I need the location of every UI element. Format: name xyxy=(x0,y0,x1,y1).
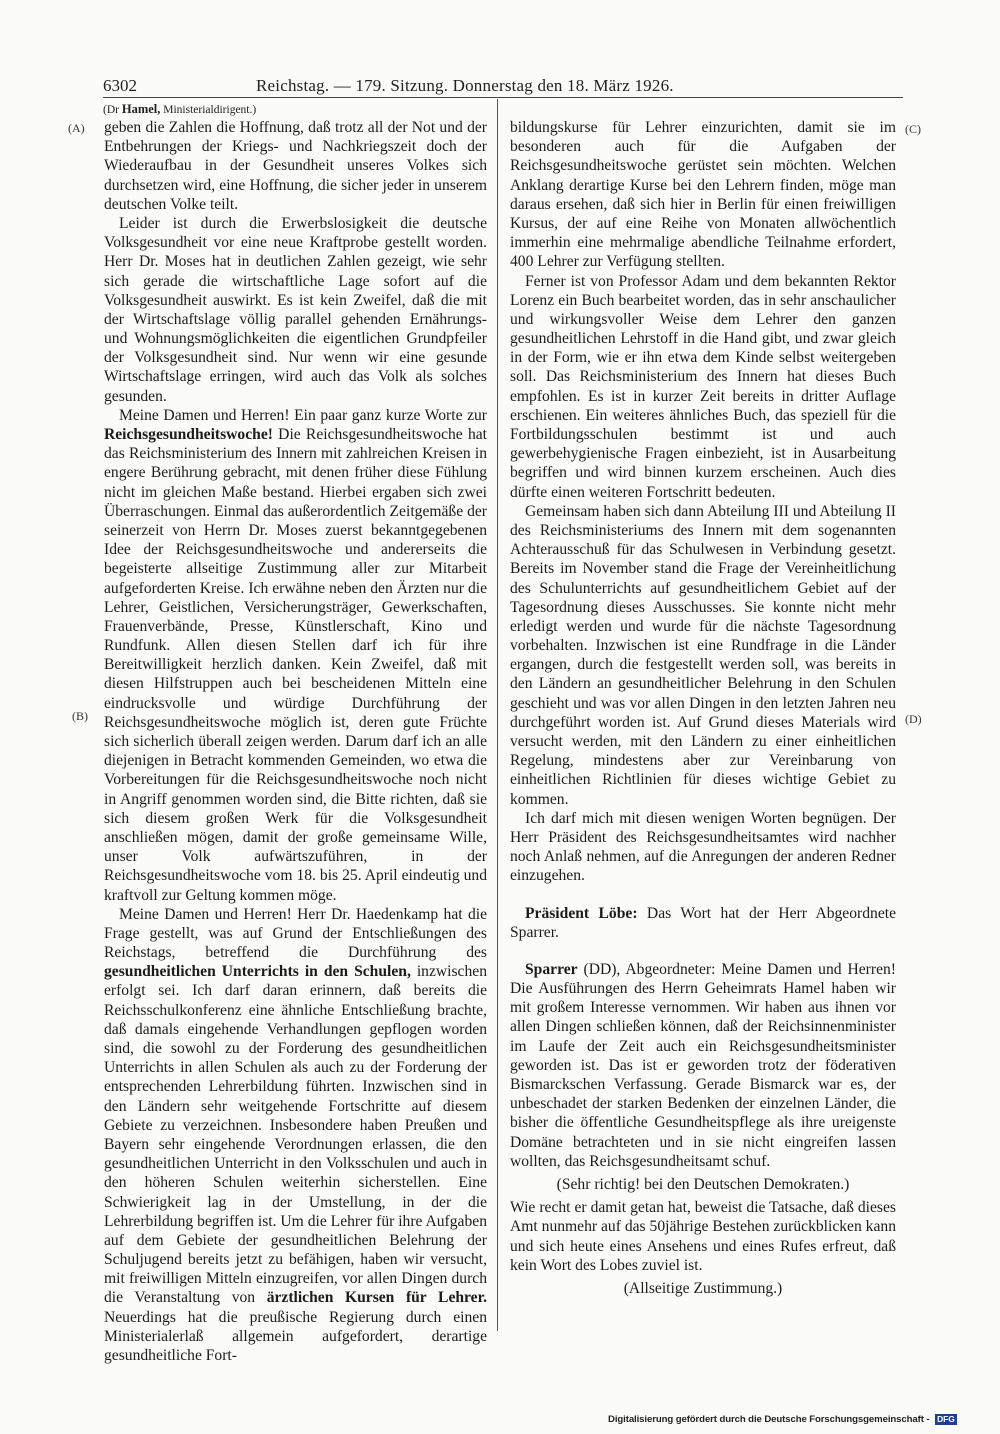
emphasis-gesundheitlicher-unterricht: gesundheitlichen Unterrichts in den Schulen, xyxy=(104,963,411,981)
speaker-party: (DD), Abgeordneter: xyxy=(577,960,716,978)
speaker-name: Hamel, xyxy=(121,102,161,116)
paragraph: Gemeinsam haben sich dann Abteilung III und Abteilung II des Reichsministeriums des Innern mit dem sogenannten Achterausschuß für das Schulwesen in Verbindung gesetzt. Bereits im November stand die Frage der Vereinheitlichung des Schulunterrichts auf gesundheitlichem Gebiet auf der Tagesordnung dieses Ausschusses. Sie konnte nicht mehr erledigt werden und wurde für die nächste Tagesordnung vorbehalten. Inzwischen ist eine Rundfrage in die Länder ergangen, durch die festgestellt werden soll, was bereits in den Ländern an gesundheitlicher Belehrung in den Schulen geschieht und was vor allen Dingen in den letzten Jahren neu durchgeführt worden ist. Auf Grund dieses Materials wird versucht werden, mit den Ländern zu einer einheitlichen Regelung, mindestens aber zur Vereinbarung von einheitlichen Richtlinien für dieses wichtige Gebiet zu kommen. xyxy=(510,502,896,808)
speaker-praesident-loebe: Präsident Löbe: xyxy=(525,904,638,922)
paragraph: Ferner ist von Professor Adam und dem bekannten Rektor Lorenz ein Buch bearbeitet worden, das in sehr anschaulicher und wirkungsvoller Weise dem Lehrer den ganzen gesundheitlichen Lehrstoff in die Hand gibt, und zwar gleich in der Form, wie er ihn etwa dem Kinde selbst weitergeben soll. Das Reichsministerium des Innern hat dieses Buch empfohlen. Es ist in kurzer Zeit bereits in dritter Auflage erschienen. Ein weiteres ähnliches Buch, das speziell für die Fortbildungsschulen bestimmt ist und auch gewerbehygienische Fragen einbezieht, ist in Ausarbeitung begriffen und wird binnen kurzem erscheinen. Auch dies dürfte einen weiteren Fortschritt bedeuten. xyxy=(510,272,896,501)
text-run: Meine Damen und Herren! Herr Dr. Haedenkamp hat die Frage gestellt, was auf Grund der Entschließungen des Reichstags, betreffend die Durchführung des xyxy=(104,905,487,962)
page-header xyxy=(103,74,900,96)
margin-marker-a: (A) xyxy=(68,121,85,135)
margin-marker-c: (C) xyxy=(905,122,921,136)
header-rule xyxy=(103,97,903,98)
speaker-prefix: (Dr xyxy=(103,104,119,116)
president-statement xyxy=(510,904,896,942)
running-title: Reichstag. — 179. Sitzung. Donnerstag den 18. März 1926. xyxy=(256,76,674,95)
interjection: (Allseitige Zustimmung.) xyxy=(623,1279,783,1297)
emphasis-aerztliche-kurse: ärztlichen Kursen für Lehrer. xyxy=(266,1289,487,1307)
digitization-credit xyxy=(608,1414,957,1425)
paragraph: Leider ist durch die Erwerbslosigkeit die deutsche Volksgesundheit vor eine neue Kraftprobe gestellt worden. Herr Dr. Moses hat in deutlichen Zahlen gezeigt, wie sehr sich gerade die wirtschaftliche Lage sofort auf die Volksgesundheit auswirkt. Es ist kein Zweifel, daß die mit der Wirtschaftslage völlig parallel gehenden Ernährungs- und Wohnungsmöglichkeiten die eigentlichen Grundpfeiler der Volksgesundheit sind. Nur wenn wir eine gesunde Wirtschaftslage erringen, wird auch das Volk als solches gesunden. xyxy=(104,214,487,405)
emphasis-reichsgesundheitswoche: Reichsgesundheitswoche! xyxy=(104,426,273,443)
paragraph: Ich darf mich mit diesen wenigen Worten begnügen. Der Herr Präsident des Reichsgesundheitsamtes wird nachher noch Anlaß nehmen, auf die Anregungen der anderen Redner einzugehen. xyxy=(510,809,896,885)
credit-text: Digitalisierung gefördert durch die Deutsche Forschungsgemeinschaft - xyxy=(608,1414,930,1426)
text-run: Die Reichsgesundheitswoche hat das Reichsministerium des Innern mit zahlreichen Kreisen in engere Berührung gebracht, mit denen früher diese Fühlung nicht im gleichen Maße bestand. Hierbei ergaben sich zwei Überraschungen. Einmal das außerordentlich Zeitgemäße der seinerzeit von Herrn Dr. Moses zuerst bekanntgegebenen Idee der Reichsgesundheitswoche und andererseits die begeisterte allseitige Zustimmung aller zur Mitarbeit aufgeforderten Kreise. Ich erwähne neben den Ärzten nur die Lehrer, Geistlichen, Versicherungsträger, Gewerkschaften, Frauenverbände, Presse, Künstlerschaft, Kino und Rundfunk. Allen diesen Stellen darf ich für ihre Bereitwilligkeit herzlich danken. Kein Zweifel, daß mit diesen Hilfstruppen auch bei bescheidenen Mitteln eine eindrucksvolle und würdige Durchführung der Reichsgesundheitswoche möglich ist, deren gute Früchte sich sicherlich überall zeigen werden. Darum darf ich an alle diejenigen in Betracht kommenden Gemeinden, wo etwa die Vorbereitungen für die Reichsgesundheitswoche noch nicht in Angriff genommen worden sind, die Bitte richten, daß sie sich diesem großen Werk für die Volksgesundheit anschließen mögen, damit der große gemeinsame Wille, unser Volk aufwärtszuführen, in der Reichsgesundheitswoche vom 18. bis 25. April eindeutig und kraftvoll zur Geltung kommen möge. xyxy=(104,426,487,904)
text-run: Meine Damen und Herren! Die Ausführungen des Herrn Geheimrats Hamel haben wir mit großem Interesse vernommen. Wir haben aus ihnen vor allen Dingen schließen können, daß der Reichsinnenminister im Laufe der Zeit auch ein Reichsgesundheitsminister geworden ist. Das ist er geworden trotz der föderativen Bismarckschen Verfassung. Gerade Bismarck war es, der unbeschadet der starken Bedenken der einzelnen Länder, die bisher die öffentliche Gesundheitspflege als ihre ureigenste Domäne betrachteten und in sie nicht eingreifen lassen wollten, das Reichsgesundheitsamt schuf. xyxy=(510,960,896,1170)
paragraph: bildungskurse für Lehrer einzurichten, damit sie im besonderen auch für die Aufgaben der Reichsgesundheitswoche gerüstet sein möchten. Welchen Anklang derartige Kurse bei den Lehrern finden, möge man daraus ersehen, daß sich hier in Berlin für einen freiwilligen Kursus, der auf eine Reihe von Monaten allwöchentlich immerhin eine mehrmalige abendliche Teilnahme erfordert, 400 Lehrer zur Verfügung stellten. xyxy=(510,119,896,271)
right-column xyxy=(510,118,896,1298)
left-column xyxy=(104,118,487,1365)
paragraph xyxy=(104,406,487,905)
interjection: (Sehr richtig! bei den Deutschen Demokraten.) xyxy=(556,1175,850,1193)
continued-speaker-tag xyxy=(103,102,256,117)
text-run: Meine Damen und Herren! Ein paar ganz kurze Worte zur xyxy=(119,406,487,424)
margin-marker-b: (B) xyxy=(72,709,88,723)
speaker-sparrer: Sparrer xyxy=(525,960,578,978)
paragraph: geben die Zahlen die Hoffnung, daß trotz all der Not und der Entbehrungen der Kriegs- und Nachkriegszeit doch der Wiederaufbau in der Gesundheit unseres Volkes sich durchsetzen wird, eine Hoffnung, die sicher jeder in unserem deutschen Volke teilt. xyxy=(104,119,487,213)
margin-marker-d: (D) xyxy=(905,712,922,726)
column-divider xyxy=(497,99,498,1331)
sparrer-speech xyxy=(510,960,896,1171)
text-run: Das Wort hat der Herr Abgeordnete Sparrer. xyxy=(510,904,896,941)
text-run: Neuerdings hat die preußische Regierung durch einen Ministerialerlaß allgemein aufgefordert, derartige gesundheitliche Fort- xyxy=(104,1308,487,1364)
dfg-logo: DFG xyxy=(937,1414,955,1424)
speaker-role: Ministerialdirigent.) xyxy=(163,104,257,116)
paragraph: Wie recht er damit getan hat, beweist die Tatsache, daß dieses Amt nunmehr auf das 50jährige Bestehen zurückblicken kann und sich heute eines Ansehens und eines Rufes erfreut, daß kein Wort des Lobes zuviel ist. xyxy=(510,1199,896,1274)
paragraph xyxy=(104,905,487,1366)
page-number: 6302 xyxy=(103,76,137,95)
text-run: inzwischen erfolgt sei. Ich darf daran erinnern, daß bereits die Reichsschulkonferenz eine ähnliche Entschließung brachte, daß damals eingehende Verhandlungen gepflogen worden sind, die sowohl zu der Forderung des gesundheitlichen Unterrichts in allen Schulen als auch zu der Forderung der entsprechenden Lehrerbildung führten. Inzwischen sind in den Ländern sehr weitgehende Fortschritte auf diesem Gebiete zu verzeichnen. Insbesondere haben Preußen und Bayern sehr eingehende Verordnungen erlassen, die den gesundheitlichen Unterricht in den Volksschulen und auch in den höheren Schulen weiterhin sicherstellen. Eine Schwierigkeit lag in der Umstellung, in der die Lehrerbildung begriffen ist. Um die Lehrer für ihre Aufgaben auf dem Gebiete der gesundheitlichen Belehrung der Schuljugend bereits jetzt zu befähigen, haben wir versucht, mit freiwilligen Mitteln einzugreifen, vor allen Dingen durch die Veranstaltung von xyxy=(104,963,487,1307)
